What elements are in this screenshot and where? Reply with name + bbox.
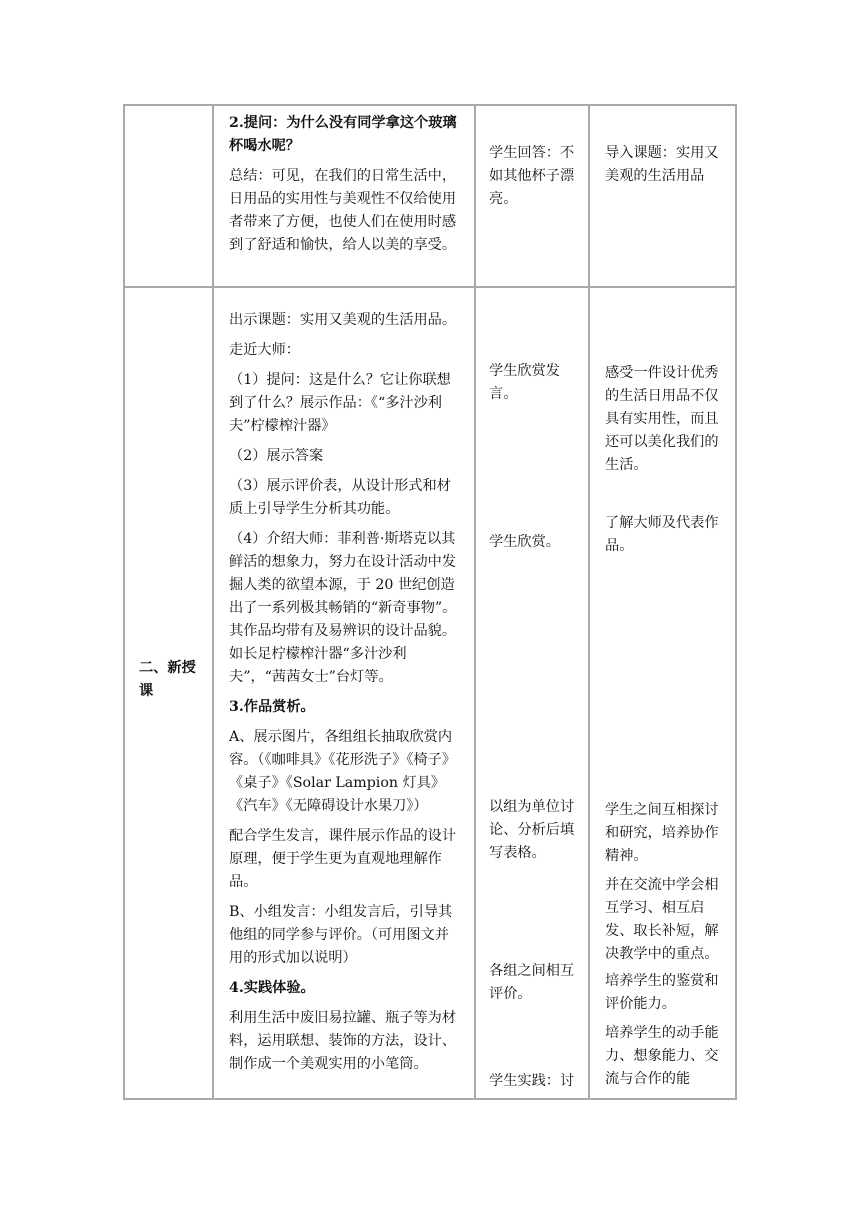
student-activity-cell xyxy=(489,142,579,218)
teacher-paragraph: 4.实践体验。 xyxy=(229,980,315,996)
teacher-paragraph: 利用生活中废旧易拉罐、瓶子等为材料，运用联想、装饰的方法，设计、制作成一个美观实用的小笔筒。 xyxy=(229,1010,457,1072)
design-intent-text: 导入课题：实用又美观的生活用品 xyxy=(605,145,719,184)
table-border-bottom xyxy=(123,1098,737,1100)
student-activity-text: 学生实践：讨 xyxy=(489,1073,575,1089)
student-activity-text: 学生欣赏。 xyxy=(489,534,560,550)
teacher-paragraph: 3.作品赏析。 xyxy=(229,699,315,715)
student-activity-text: 各组之间相互评价。 xyxy=(489,963,575,1002)
table-row-divider xyxy=(123,286,737,288)
student-activity-text: 学生欣赏发言。 xyxy=(489,363,560,402)
table-border-right xyxy=(735,104,737,1100)
design-intent-text: 培养学生的动手能力、想象能力、交流与合作的能 xyxy=(605,1025,719,1087)
design-intent-text: 了解大师及代表作品。 xyxy=(605,515,719,554)
design-intent-text: 并在交流中学会相互学习、相互启发、取长补短，解决教学中的重点。 xyxy=(605,877,719,962)
table-border-left xyxy=(123,104,125,1100)
teacher-paragraph: 总结：可见，在我们的日常生活中，日用品的实用性与美观性不仅给使用者带来了方便，也使人们在使用时感到了舒适和愉快，给人以美的享受。 xyxy=(229,168,457,253)
table-column-divider xyxy=(474,104,476,1100)
table-column-divider xyxy=(588,104,590,1100)
table-column-divider xyxy=(212,104,214,1100)
teacher-paragraph: B、小组发言：小组发言后，引导其他组的同学参与评价。（可用图文并用的形式加以说明） xyxy=(229,904,453,966)
teacher-paragraph: （1）提问：这是什么？它让你联想到了什么？展示作品：《“多汁沙利夫”柠檬榨汁器》 xyxy=(229,372,451,434)
design-intent-text: 感受一件设计优秀的生活日用品不仅具有实用性，而且还可以美化我们的生活。 xyxy=(605,365,719,473)
design-intent-cell xyxy=(605,142,725,195)
teacher-paragraph: 配合学生发言，课件展示作品的设计原理，便于学生更为直观地理解作品。 xyxy=(229,828,457,890)
teacher-activity-cell xyxy=(229,112,461,264)
teacher-paragraph: （3）展示评价表，从设计形式和材质上引导学生分析其功能。 xyxy=(229,478,451,517)
teacher-paragraph: （4）介绍大师：菲利普·斯塔克以其鲜活的想象力，努力在设计活动中发掘人类的欲望本源，于 20 世纪创造出了一系列极其畅销的“新奇事物”。其作品均带有及易辨识的设计品貌。如长足柠檬榨汁器“多汁沙利夫”，“茜茜女士”台灯等。 xyxy=(229,531,457,685)
teacher-paragraph: A、展示图片，各组组长抽取欣赏内容。（《咖啡具》《花形洗子》《椅子》《桌子》《Solar Lampion 灯具》《汽车》《无障碍设计水果刀》） xyxy=(229,729,456,814)
design-intent-text: 培养学生的鉴赏和评价能力。 xyxy=(605,973,719,1012)
stage-label: 二、新授课 xyxy=(139,660,196,699)
table-border-top xyxy=(123,104,737,106)
teacher-paragraph: 2.提问：为什么没有同学拿这个玻璃杯喝水呢？ xyxy=(229,115,457,154)
student-activity-text: 以组为单位讨论、分析后填写表格。 xyxy=(489,799,575,861)
teacher-activity-cell xyxy=(229,309,461,1083)
teacher-paragraph: 出示课题：实用又美观的生活用品。 xyxy=(229,312,457,328)
design-intent-text: 学生之间互相探讨和研究，培养协作精神。 xyxy=(605,802,719,864)
teacher-paragraph: （2）展示答案 xyxy=(229,448,324,464)
student-activity-text: 学生回答：不如其他杯子漂亮。 xyxy=(489,145,575,207)
teacher-paragraph: 走近大师： xyxy=(229,342,300,358)
